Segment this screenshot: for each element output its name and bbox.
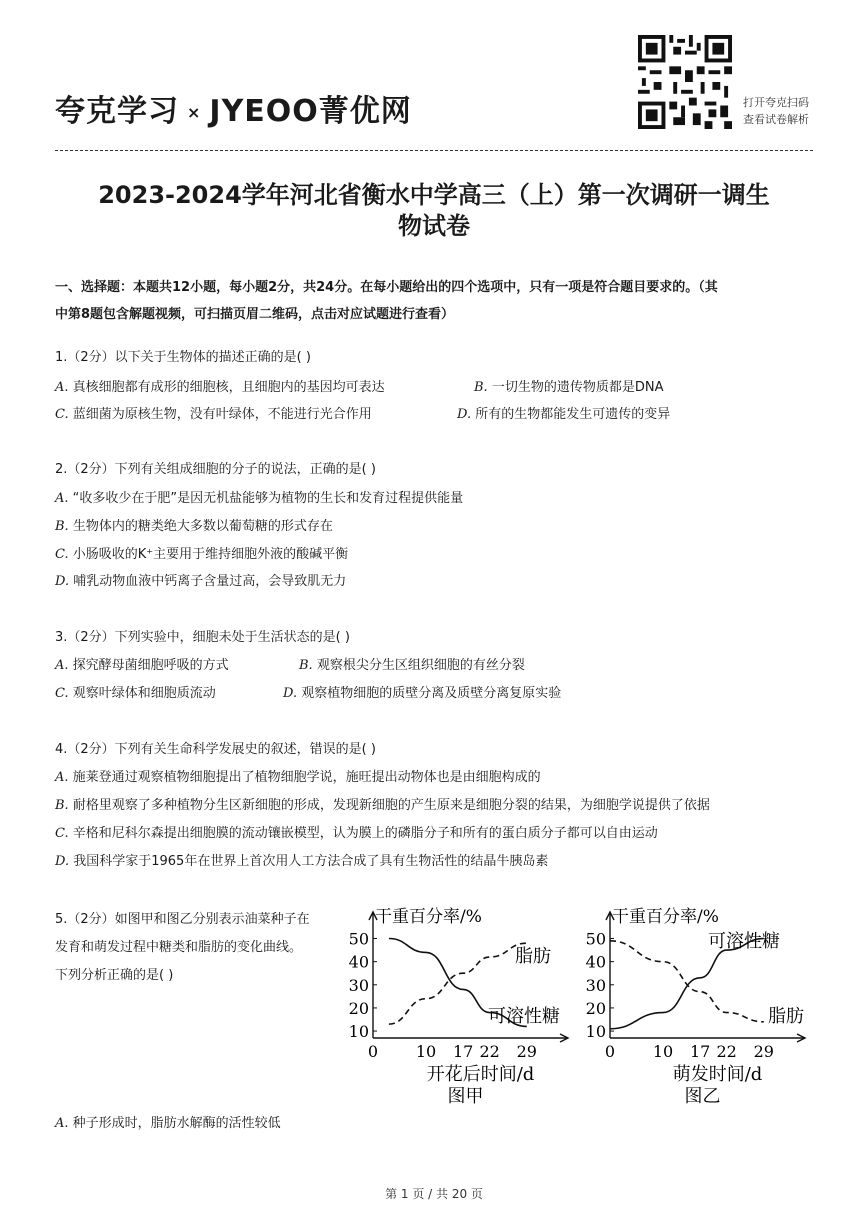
qr-caption bbox=[743, 94, 809, 128]
y-tick-label: 40 bbox=[348, 952, 369, 972]
option-text: 观察叶绿体和细胞质流动 bbox=[72, 686, 216, 701]
x-tick-label: 29 bbox=[753, 1042, 774, 1061]
x-tick-label: 10 bbox=[652, 1042, 674, 1061]
option-text: 生物体内的糖类绝大多数以葡萄糖的形式存在 bbox=[72, 519, 333, 534]
option-text: 小肠吸收的K⁺主要用于维持细胞外液的酸碱平衡 bbox=[72, 547, 349, 562]
y-tick-label: 50 bbox=[348, 929, 369, 949]
option-text: 我国科学家于1965年在世界上首次用人工方法合成了具有生物活性的结晶牛胰岛素 bbox=[73, 854, 549, 869]
question-5-stem bbox=[55, 906, 310, 990]
x-tick-label: 22 bbox=[716, 1042, 737, 1061]
question-1-option-a[interactable] bbox=[55, 378, 385, 398]
question-1-option-d[interactable] bbox=[457, 405, 670, 425]
y-tick-label: 20 bbox=[348, 998, 369, 1018]
option-letter: D. bbox=[283, 686, 298, 701]
x-tick-label: 17 bbox=[452, 1042, 474, 1061]
question-1-option-c[interactable] bbox=[55, 405, 372, 425]
option-text: 哺乳动物血液中钙离子含量过高，会导致肌无力 bbox=[73, 574, 347, 589]
header-divider bbox=[55, 150, 813, 151]
series-label: 可溶性糖 bbox=[708, 931, 780, 952]
option-letter: A. bbox=[55, 658, 69, 673]
question-3-option-b[interactable] bbox=[299, 656, 525, 676]
x-axis-label: 萌发时间/d bbox=[672, 1064, 763, 1085]
x-tick-label: 10 bbox=[415, 1042, 437, 1061]
title-line-1: 2023-2024学年河北省衡水中学高三（上）第一次调研一调生 bbox=[98, 181, 770, 209]
qr-code-icon[interactable] bbox=[637, 35, 733, 129]
x-tick-label: 0 bbox=[367, 1042, 379, 1061]
series-label: 脂肪 bbox=[768, 1006, 804, 1027]
question-2-stem: 2.（2分）下列有关组成细胞的分子的说法，正确的是( ) bbox=[55, 462, 376, 477]
option-letter: C. bbox=[55, 407, 69, 422]
y-tick-label: 10 bbox=[585, 1022, 606, 1042]
question-2-option-d[interactable] bbox=[55, 572, 346, 592]
question-1-option-b[interactable] bbox=[474, 378, 663, 398]
option-letter: B. bbox=[299, 658, 313, 673]
question-5-stem-line1: 5.（2分）如图甲和图乙分别表示油菜种子在 bbox=[55, 912, 310, 927]
option-text: 探究酵母菌细胞呼吸的方式 bbox=[72, 658, 229, 673]
page-footer: 第 1 页 / 共 20 页 bbox=[385, 1187, 483, 1201]
x-axis-label: 开花后时间/d bbox=[426, 1064, 535, 1085]
section-instructions bbox=[55, 274, 815, 328]
y-tick-label: 30 bbox=[348, 975, 369, 995]
y-tick-label: 10 bbox=[348, 1022, 369, 1042]
y-tick-label: 20 bbox=[585, 998, 606, 1018]
brand-header bbox=[55, 86, 412, 130]
option-text: 真核细胞都有成形的细胞核，且细胞内的基因均可表达 bbox=[72, 380, 385, 395]
chart-jia bbox=[335, 900, 585, 1115]
question-5-option-a[interactable] bbox=[55, 1114, 281, 1134]
question-3-option-d[interactable] bbox=[283, 684, 561, 704]
option-letter: B. bbox=[474, 380, 488, 395]
y-axis-label: 干重百分率/% bbox=[612, 907, 719, 927]
question-3-option-a[interactable] bbox=[55, 656, 229, 676]
section-line-2: 中第8题包含解题视频，可扫描页眉二维码，点击对应试题进行查看） bbox=[55, 307, 455, 322]
question-1-stem: 1.（2分）以下关于生物体的描述正确的是( ) bbox=[55, 350, 311, 365]
option-letter: A. bbox=[55, 491, 69, 506]
option-letter: D. bbox=[55, 574, 70, 589]
option-text: “收多收少在于肥”是因无机盐能够为植物的生长和发育过程提供能量 bbox=[72, 491, 464, 506]
option-text: 辛格和尼科尔森提出细胞膜的流动镶嵌模型，认为膜上的磷脂分子和所有的蛋白质分子都可以自由运动 bbox=[72, 826, 658, 841]
option-letter: C. bbox=[55, 547, 69, 562]
option-text: 所有的生物都能发生可遗传的变异 bbox=[475, 407, 671, 422]
x-tick-label: 0 bbox=[604, 1042, 616, 1061]
question-4-option-a[interactable] bbox=[55, 768, 541, 788]
option-letter: D. bbox=[457, 407, 472, 422]
option-text: 种子形成时，脂肪水解酶的活性较低 bbox=[72, 1116, 281, 1131]
option-letter: A. bbox=[55, 380, 69, 395]
question-2-option-b[interactable] bbox=[55, 517, 333, 537]
chart-caption: 图乙 bbox=[684, 1086, 721, 1107]
option-text: 一切生物的遗传物质都是DNA bbox=[491, 380, 664, 395]
option-text: 观察根尖分生区组织细胞的有丝分裂 bbox=[316, 658, 525, 673]
series-label: 脂肪 bbox=[515, 946, 551, 967]
option-text: 蓝细菌为原核生物，没有叶绿体，不能进行光合作用 bbox=[72, 407, 372, 422]
option-letter: B. bbox=[55, 519, 69, 534]
y-tick-label: 50 bbox=[585, 929, 606, 949]
question-2-option-c[interactable] bbox=[55, 545, 348, 565]
option-letter: A. bbox=[55, 770, 69, 785]
brand-quark: 夸克学习 bbox=[55, 94, 179, 129]
option-text: 施莱登通过观察植物细胞提出了植物细胞学说，施旺提出动物体也是由细胞构成的 bbox=[72, 770, 541, 785]
brand-jyeoo: JYEOO菁优网 bbox=[209, 94, 412, 129]
option-letter: D. bbox=[55, 854, 70, 869]
y-axis-label: 干重百分率/% bbox=[375, 907, 482, 927]
option-letter: B. bbox=[55, 798, 69, 813]
page-title bbox=[40, 180, 828, 242]
brand-separator: × bbox=[187, 103, 202, 122]
chart-caption: 图甲 bbox=[447, 1086, 484, 1107]
option-letter: C. bbox=[55, 686, 69, 701]
qr-caption-line1: 打开夸克扫码 bbox=[743, 96, 809, 109]
series-line bbox=[610, 941, 764, 1022]
qr-caption-line2: 查看试卷解析 bbox=[743, 113, 809, 126]
question-3-stem: 3.（2分）下列实验中，细胞未处于生活状态的是( ) bbox=[55, 630, 350, 645]
series-label: 可溶性糖 bbox=[488, 1006, 560, 1027]
x-tick-label: 29 bbox=[516, 1042, 537, 1061]
y-tick-label: 30 bbox=[585, 975, 606, 995]
y-tick-label: 40 bbox=[585, 952, 606, 972]
chart-yi bbox=[585, 900, 820, 1115]
section-line-1: 一、选择题：本题共12小题，每小题2分，共24分。在每小题给出的四个选项中，只有一项是符合题目要求的。（其 bbox=[55, 280, 718, 295]
question-3-option-c[interactable] bbox=[55, 684, 216, 704]
title-line-2: 物试卷 bbox=[398, 212, 470, 240]
question-4-stem: 4.（2分）下列有关生命科学发展史的叙述，错误的是( ) bbox=[55, 742, 376, 757]
question-4-option-b[interactable] bbox=[55, 796, 710, 816]
option-letter: C. bbox=[55, 826, 69, 841]
option-text: 耐格里观察了多种植物分生区新细胞的形成，发现新细胞的产生原来是细胞分裂的结果，为细胞学说提供了依据 bbox=[72, 798, 710, 813]
option-text: 观察植物细胞的质壁分离及质壁分离复原实验 bbox=[301, 686, 562, 701]
question-5-stem-line3: 下列分析正确的是( ) bbox=[55, 968, 174, 983]
question-4-option-d[interactable] bbox=[55, 852, 548, 872]
question-2-option-a[interactable] bbox=[55, 489, 463, 509]
option-letter: A. bbox=[55, 1116, 69, 1131]
question-4-option-c[interactable] bbox=[55, 824, 658, 844]
x-tick-label: 17 bbox=[689, 1042, 711, 1061]
question-5-stem-line2: 发育和萌发过程中糖类和脂肪的变化曲线。 bbox=[55, 940, 303, 955]
x-tick-label: 22 bbox=[479, 1042, 500, 1061]
